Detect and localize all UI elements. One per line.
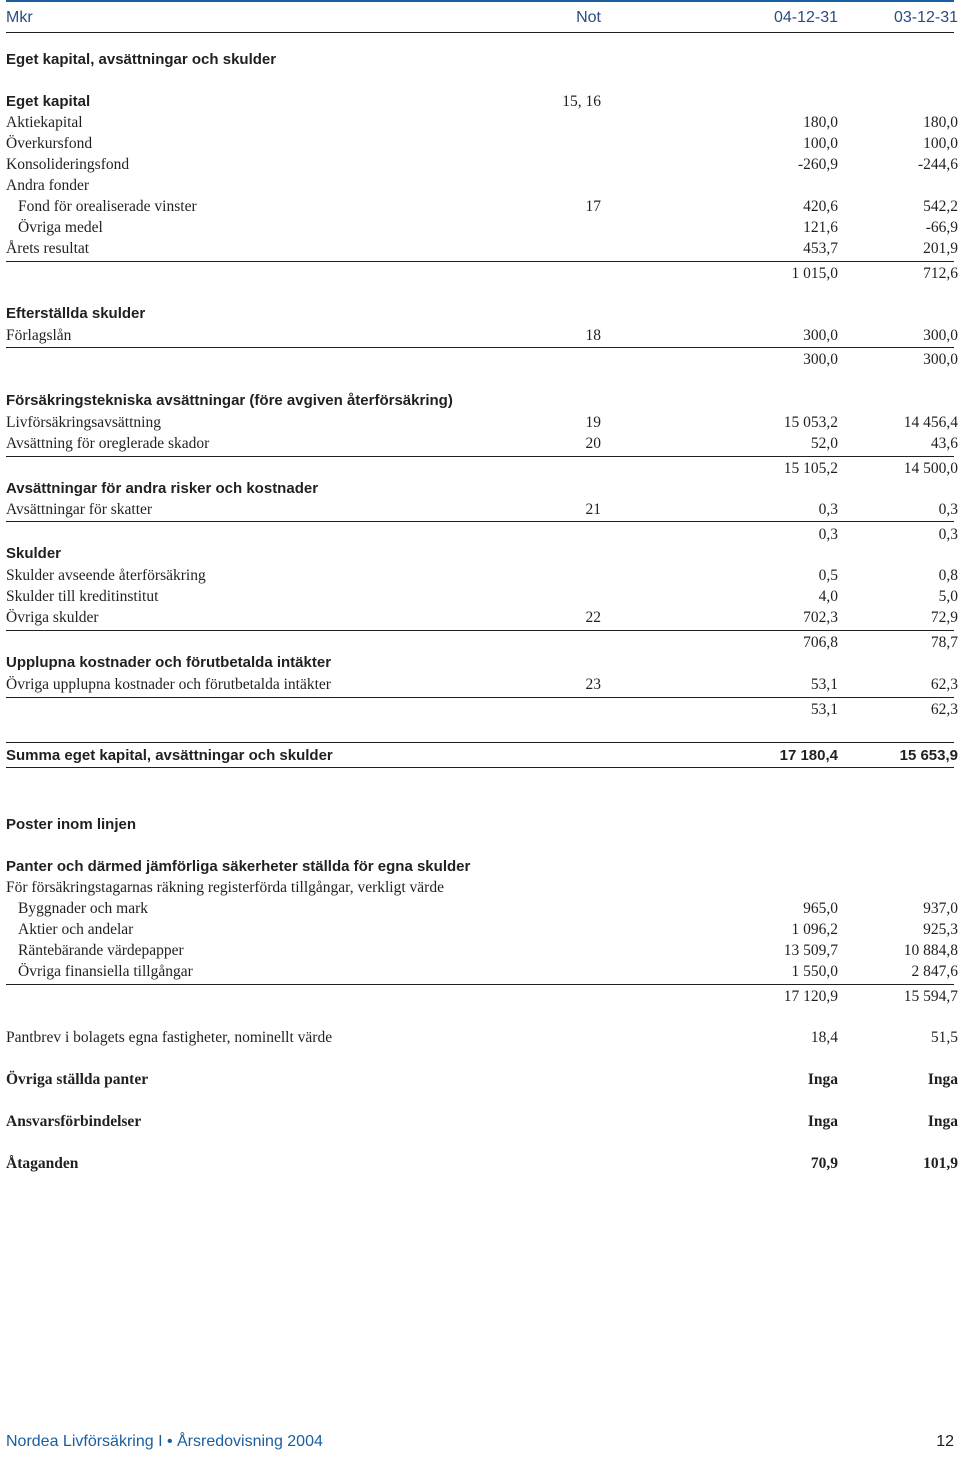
table-row: Övriga skulder 22 702,3 72,9 bbox=[6, 609, 958, 626]
divider bbox=[6, 984, 954, 985]
divider bbox=[6, 697, 954, 698]
subtotal-row: 53,1 62,3 bbox=[810, 701, 958, 718]
year-2003-header: 03-12-31 bbox=[893, 9, 958, 26]
grand-total-row: Summa eget kapital, avsättningar och skulder 17 180,4 15 653,9 bbox=[6, 747, 958, 764]
table-row: Övriga finansiella tillgångar 1 550,0 2 847,6 bbox=[18, 963, 958, 980]
table-row: Byggnader och mark 965,0 937,0 bbox=[18, 900, 958, 917]
table-row: Avsättning för oreglerade skador 20 52,0 43,6 bbox=[6, 435, 958, 452]
section-title: Eget kapital, avsättningar och skulder bbox=[6, 51, 277, 68]
table-row: Pantbrev i bolagets egna fastigheter, nominellt värde 18,4 51,5 bbox=[6, 1029, 958, 1046]
divider bbox=[6, 767, 954, 768]
subtotal-row: 0,3 0,3 bbox=[818, 526, 958, 543]
subtotal-row: 300,0 300,0 bbox=[803, 351, 958, 368]
heading-panter: Panter och därmed jämförliga säkerheter ställda för egna skulder bbox=[6, 858, 471, 875]
unit-label: Mkr bbox=[6, 9, 33, 26]
table-row: Överkursfond 100,0 100,0 bbox=[6, 135, 958, 152]
heading-efterstallda-skulder: Efterställda skulder bbox=[6, 305, 146, 322]
year-2004-header: 04-12-31 bbox=[773, 9, 838, 26]
table-row: Årets resultat 453,7 201,9 bbox=[6, 240, 958, 257]
table-row: Fond för orealiserade vinster 17 420,6 542,2 bbox=[18, 198, 958, 215]
table-row: Konsolideringsfond -260,9 -244,6 bbox=[6, 156, 958, 173]
footer-text: Nordea Livförsäkring I • Årsredovisning 2004 bbox=[6, 1433, 323, 1450]
table-row: Skulder avseende återförsäkring 0,5 0,8 bbox=[6, 567, 958, 584]
table-row: Övriga medel 121,6 -66,9 bbox=[18, 219, 958, 236]
table-row: Livförsäkringsavsättning 19 15 053,2 14 456,4 bbox=[6, 414, 958, 431]
table-row: Förlagslån 18 300,0 300,0 bbox=[6, 327, 958, 344]
heading-andra-risker: Avsättningar för andra risker och kostnader bbox=[6, 480, 319, 497]
heading-forsakringstekniska: Försäkringstekniska avsättningar (före avgiven återförsäkring) bbox=[6, 392, 453, 409]
divider bbox=[6, 742, 954, 743]
table-row: Ansvarsförbindelser Inga Inga bbox=[6, 1113, 958, 1130]
table-row: För försäkringstagarnas räkning registerförda tillgångar, verkligt värde bbox=[6, 879, 444, 896]
table-row: Räntebärande värdepapper 13 509,7 10 884,8 bbox=[18, 942, 958, 959]
heading-upplupna: Upplupna kostnader och förutbetalda intäkter bbox=[6, 654, 332, 671]
note-column-header: Not bbox=[576, 9, 601, 26]
divider bbox=[6, 521, 954, 522]
table-row: Aktiekapital 180,0 180,0 bbox=[6, 114, 958, 131]
table-row: Avsättningar för skatter 21 0,3 0,3 bbox=[6, 501, 958, 518]
table-row: Aktier och andelar 1 096,2 925,3 bbox=[18, 921, 958, 938]
table-row: Övriga ställda panter Inga Inga bbox=[6, 1071, 958, 1088]
heading-skulder: Skulder bbox=[6, 545, 62, 562]
subtotal-row: 17 120,9 15 594,7 bbox=[783, 988, 958, 1005]
subtotal-row: 1 015,0 712,6 bbox=[791, 265, 958, 282]
page-number: 12 bbox=[936, 1433, 954, 1450]
divider bbox=[6, 456, 954, 457]
subtotal-row: 706,8 78,7 bbox=[803, 634, 958, 651]
table-header bbox=[6, 0, 958, 33]
heading-poster-inom-linjen: Poster inom linjen bbox=[6, 816, 137, 833]
divider bbox=[6, 261, 954, 262]
divider bbox=[6, 347, 954, 348]
divider bbox=[6, 630, 954, 631]
heading-eget-kapital: Eget kapital 15, 16 bbox=[6, 93, 601, 110]
table-row: Övriga upplupna kostnader och förutbetalda intäkter 23 53,1 62,3 bbox=[6, 676, 958, 693]
table-row: Andra fonder bbox=[6, 177, 90, 194]
table-row: Åtaganden 70,9 101,9 bbox=[6, 1155, 958, 1172]
table-row: Skulder till kreditinstitut 4,0 5,0 bbox=[6, 588, 958, 605]
subtotal-row: 15 105,2 14 500,0 bbox=[783, 460, 958, 477]
